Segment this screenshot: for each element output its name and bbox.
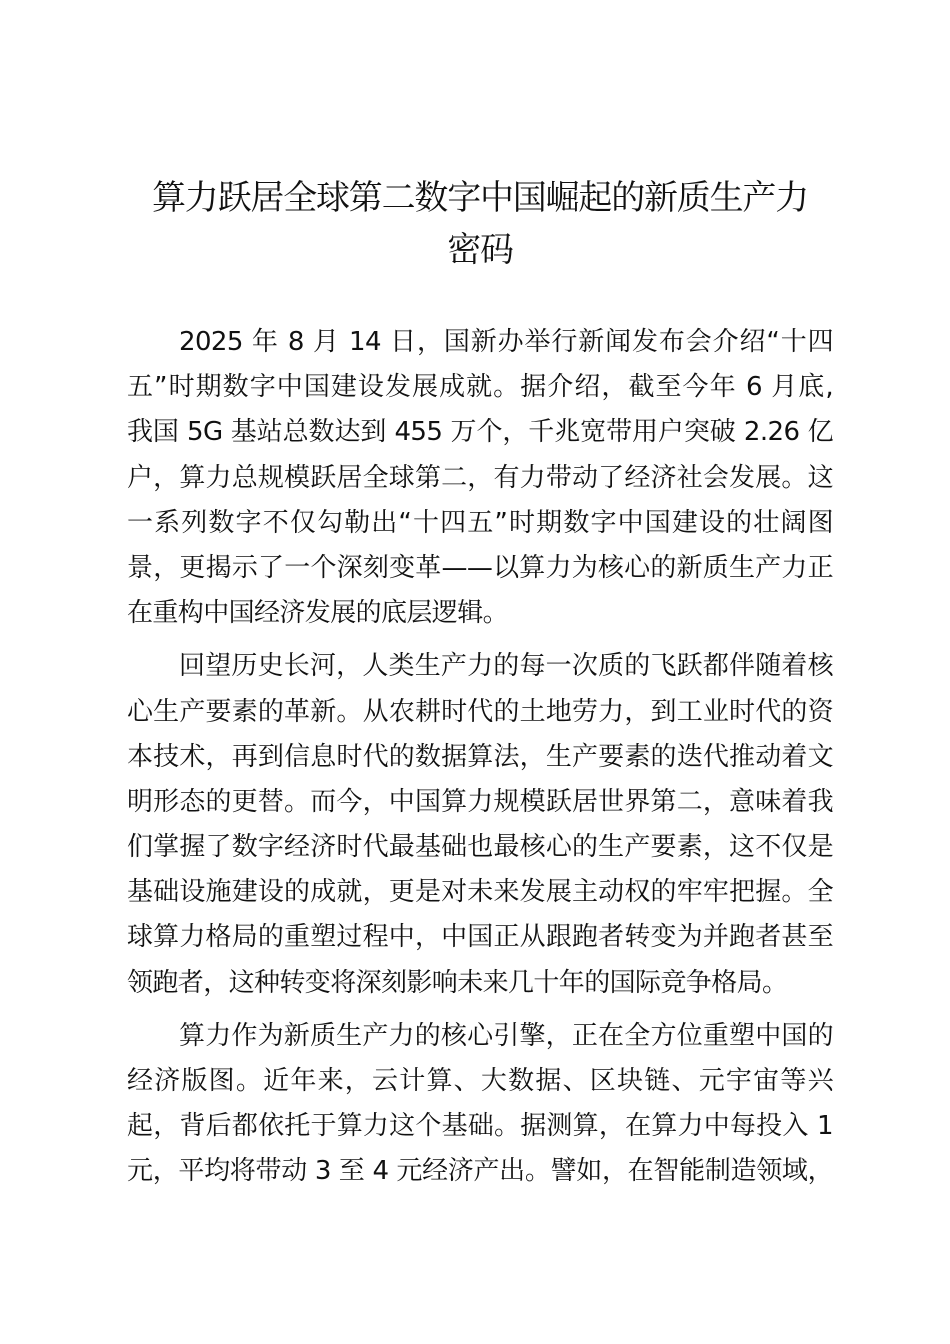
title-line-2: 密码 bbox=[447, 230, 513, 270]
text-line: 景，更揭示了一个深刻变革——以算力为核心的新质生产力正 bbox=[127, 552, 833, 583]
text-line: 回望历史长河，人类生产力的每一次质的飞跃都伴随着核 bbox=[179, 651, 833, 682]
text-line: 心生产要素的革新。从农耕时代的土地劳力，到工业时代的资 bbox=[127, 696, 833, 727]
text-line: 起，背后都依托于算力这个基础。据测算，在算力中每投入 1 bbox=[127, 1111, 833, 1142]
title-line-1: 算力跃居全球第二数字中国崛起的新质生产力 bbox=[152, 178, 808, 218]
text-line: 户，算力总规模跃居全球第二，有力带动了经济社会发展。这 bbox=[127, 462, 833, 493]
document-body bbox=[127, 320, 833, 1195]
paragraph-2 bbox=[127, 644, 833, 1006]
paragraph-spacer bbox=[127, 636, 833, 644]
text-line: 元，平均将带动 3 至 4 元经济产出。譬如，在智能制造领域， bbox=[127, 1156, 833, 1187]
text-line: 我国 5G 基站总数达到 455 万个，千兆宽带用户突破 2.26 亿 bbox=[127, 417, 833, 448]
text-line: 经济版图。近年来，云计算、大数据、区块链、元宇宙等兴 bbox=[127, 1066, 833, 1096]
text-line: 算力作为新质生产力的核心引擎，正在全方位重塑中国的 bbox=[179, 1020, 833, 1051]
document-title bbox=[119, 172, 841, 276]
text-line: 五”时期数字中国建设发展成就。据介绍，截至今年 6 月底, bbox=[127, 372, 833, 403]
text-line: 2025 年 8 月 14 日，国新办举行新闻发布会介绍“十四 bbox=[179, 327, 833, 357]
text-line: 一系列数字不仅勾勒出“十四五”时期数字中国建设的壮阔图 bbox=[127, 507, 833, 538]
text-line: 本技术，再到信息时代的数据算法，生产要素的迭代推动着文 bbox=[127, 741, 833, 772]
text-line: 明形态的更替。而今，中国算力规模跃居世界第二，意味着我 bbox=[127, 786, 833, 817]
paragraph-spacer bbox=[127, 1006, 833, 1014]
text-line: 基础设施建设的成就，更是对未来发展主动权的牢牢把握。全 bbox=[127, 877, 833, 908]
text-line: 领跑者，这种转变将深刻影响未来几十年的国际竞争格局。 bbox=[127, 967, 788, 998]
text-line: 球算力格局的重塑过程中，中国正从跟跑者转变为并跑者甚至 bbox=[127, 922, 833, 953]
paragraph-3 bbox=[127, 1014, 833, 1195]
text-line: 在重构中国经济发展的底层逻辑。 bbox=[127, 598, 509, 629]
text-line: 们掌握了数字经济时代最基础也最核心的生产要素，这不仅是 bbox=[127, 832, 833, 863]
paragraph-1 bbox=[127, 320, 833, 636]
